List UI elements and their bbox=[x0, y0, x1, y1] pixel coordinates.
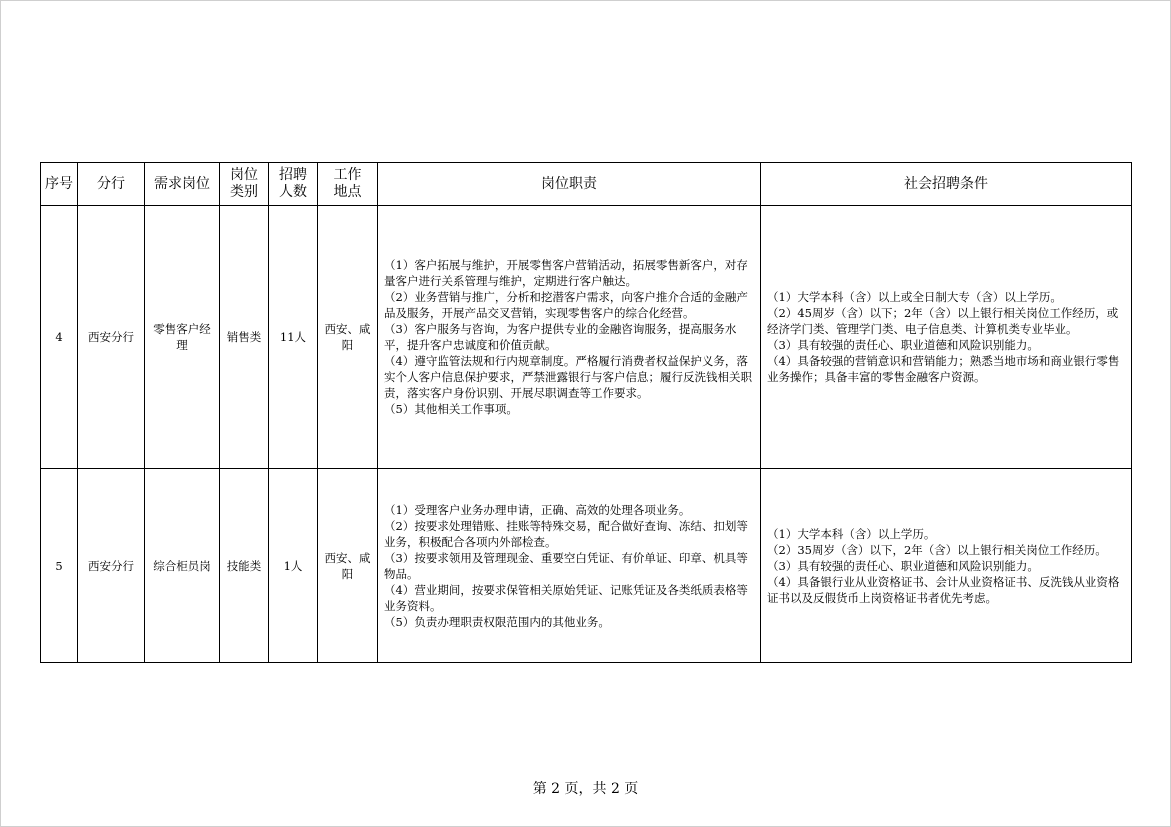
header-category bbox=[220, 163, 269, 206]
header-category-line2: 类别 bbox=[230, 184, 258, 200]
duty-item: （2）业务营销与推广，分析和挖潜客户需求，向客户推介合适的金融产品及服务，开展产品交叉营销，实现零售客户的综合化经营。 bbox=[384, 290, 748, 320]
requirement-item: （4）具备较强的营销意识和营销能力；熟悉当地市场和商业银行零售业务操作；具备丰富的零售金融客户资源。 bbox=[767, 354, 1120, 384]
duty-item: （4）遵守监管法规和行内规章制度。严格履行消费者权益保护义务，落实个人客户信息保护要求，严禁泄露银行与客户信息；履行反洗钱相关职责，落实客户身份识别、开展尽职调查等工作要求。 bbox=[384, 354, 752, 400]
header-requirements: 社会招聘条件 bbox=[761, 163, 1132, 206]
requirement-item: （3）具有较强的责任心、职业道德和风险识别能力。 bbox=[767, 558, 1039, 573]
row-duties bbox=[378, 469, 761, 663]
row-requirements bbox=[761, 206, 1132, 469]
header-location bbox=[318, 163, 378, 206]
row-seq: 5 bbox=[41, 469, 78, 663]
header-branch: 分行 bbox=[78, 163, 145, 206]
row-position: 综合柜员岗 bbox=[145, 469, 220, 663]
header-location-line2: 地点 bbox=[333, 184, 362, 200]
duty-item: （2）按要求处理错账、挂账等特殊交易，配合做好查询、冻结、扣划等业务，积极配合各项内外部检查。 bbox=[384, 518, 748, 549]
requirement-item: （3）具有较强的责任心、职业道德和风险识别能力。 bbox=[767, 338, 1039, 352]
duty-item: （1）受理客户业务办理申请，正确、高效的处理各项业务。 bbox=[384, 502, 691, 517]
row-requirements bbox=[761, 469, 1132, 663]
duty-item: （5）负责办理职责权限范围内的其他业务。 bbox=[384, 614, 610, 629]
row-category: 技能类 bbox=[220, 469, 269, 663]
row-location: 西安、咸阳 bbox=[318, 206, 378, 469]
row-seq: 4 bbox=[41, 206, 78, 469]
requirement-item: （1）大学本科（含）以上或全日制大专（含）以上学历。 bbox=[767, 290, 1062, 304]
table-row bbox=[41, 469, 1132, 663]
header-row bbox=[41, 163, 1132, 206]
row-branch: 西安分行 bbox=[78, 469, 145, 663]
requirement-item: （1）大学本科（含）以上学历。 bbox=[767, 526, 936, 541]
requirement-item: （4）具备银行业从业资格证书、会计从业资格证书、反洗钱从业资格证书以及反假货币上岗资格证书者优先考虑。 bbox=[767, 574, 1120, 605]
duty-item: （4）营业期间，按要求保管相关原始凭证、记账凭证及各类纸质表格等业务资料。 bbox=[384, 582, 748, 613]
recruitment-table bbox=[40, 162, 1132, 663]
requirement-item: （2）35周岁（含）以下，2年（含）以上银行相关岗位工作经历。 bbox=[767, 542, 1107, 557]
duty-item: （1）客户拓展与维护，开展零售客户营销活动，拓展零售新客户，对存量客户进行关系管理与维护，定期进行客户触达。 bbox=[384, 258, 748, 288]
header-seq: 序号 bbox=[41, 163, 78, 206]
header-count bbox=[269, 163, 318, 206]
header-duties: 岗位职责 bbox=[378, 163, 761, 206]
header-position: 需求岗位 bbox=[145, 163, 220, 206]
header-category-line1: 岗位 bbox=[230, 167, 258, 183]
requirement-item: （2）45周岁（含）以下；2年（含）以上银行相关岗位工作经历，或经济学门类、管理学门类、电子信息类、计算机类专业毕业。 bbox=[767, 306, 1119, 336]
header-count-line1: 招聘 bbox=[279, 167, 307, 183]
duty-item: （3）按要求领用及管理现金、重要空白凭证、有价单证、印章、机具等物品。 bbox=[384, 550, 748, 581]
duty-item: （5）其他相关工作事项。 bbox=[384, 402, 518, 416]
row-count: 11人 bbox=[269, 206, 318, 469]
row-category: 销售类 bbox=[220, 206, 269, 469]
header-location-line1: 工作 bbox=[333, 167, 362, 183]
table-row bbox=[41, 206, 1132, 469]
page-number: 第 2 页，共 2 页 bbox=[532, 781, 639, 797]
row-count: 1人 bbox=[269, 469, 318, 663]
row-position: 零售客户经理 bbox=[145, 206, 220, 469]
header-count-line2: 人数 bbox=[279, 184, 307, 200]
row-location: 西安、咸阳 bbox=[318, 469, 378, 663]
row-branch: 西安分行 bbox=[78, 206, 145, 469]
row-duties bbox=[378, 206, 761, 469]
duty-item: （3）客户服务与咨询，为客户提供专业的金融咨询服务，提高服务水平，提升客户忠诚度和价值贡献。 bbox=[384, 322, 737, 352]
